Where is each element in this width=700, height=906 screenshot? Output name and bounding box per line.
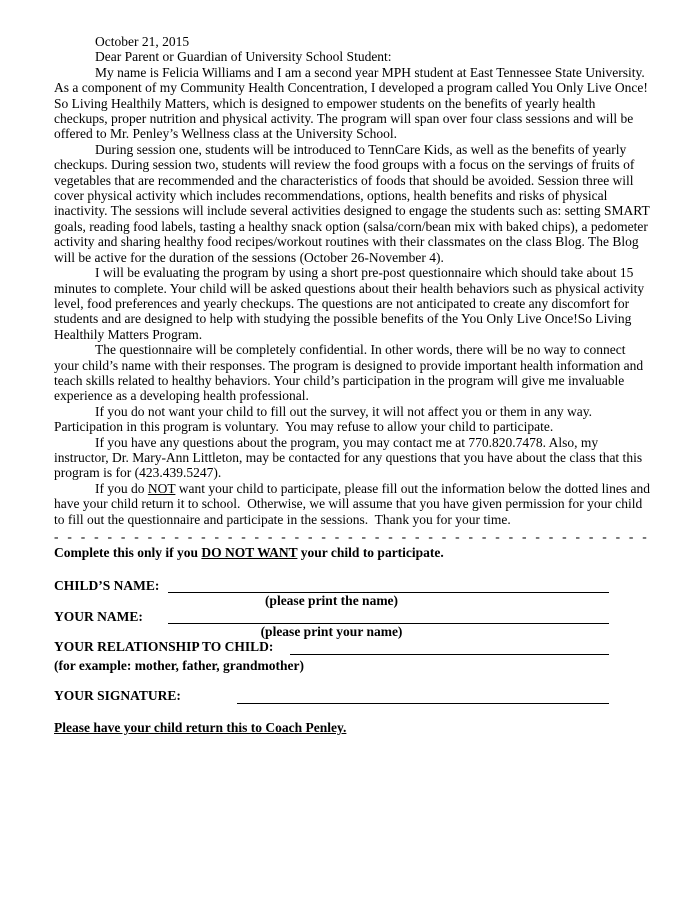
form-instruction [54,545,650,560]
opt-out-underlined-word: NOT [147,480,176,496]
letter-date: October 21, 2015 [95,34,190,49]
child-name-hint: (please print the name) [264,593,399,609]
your-name-hint: (please print your name) [260,624,403,640]
child-name-label: CHILD’S NAME: [54,577,160,593]
paragraph-contact: If you have any questions about the program, you may contact me at 770.820.7478. Also, my instructor, Dr. Mary-Ann Littleton, may be contacted for any questions that you have about the class that this program is for (423.439.5247). [54,434,646,481]
instruction-suffix: your child to participate. [297,545,444,561]
paragraph-confidentiality: The questionnaire will be completely confidential. In other words, there will be no way to connect your child’s name with their responses. The program is designed to provide important health information and teach skills related to healthy behaviors. Your child’s participation in the program will give me invaluable experience as a developing health professional. [54,342,647,404]
signature-field-row [54,688,650,703]
paragraph-sessions: During session one, students will be introduced to TennCare Kids, as well as the benefits of yearly checkups. During session two, students will review the food groups with a focus on the servings of fruits of vegetables that are recommended and the characteristics of foods that should be avoided. Session three will cover physical activity which includes recommendations, options, health benefits and risks of physical inactivity. The sessions will include several activities designed to engage the students such as: setting SMART goals, reading food labels, tasting a healthy snack option (salsa/corn/bean mix with baked chips), a pedometer activity and sharing healthy food recipes/workout routines with their classmates on the class Blog. The Blog will be active for the duration of the sessions (October 26-November 4). [54,141,653,265]
relationship-label: YOUR RELATIONSHIP TO CHILD: [54,639,274,655]
paragraph-intro: My name is Felicia Williams and I am a second year MPH student at East Tennessee State University. As a component of my Community Health Concentration, I developed a program called You Only Live Once! So Living Healthily Matters, which is designed to empower students on the benefits of yearly health checkups, proper nutrition and physical activity. The program will span over four class sessions and will be offered to Mr. Penley’s Wellness class at the University School. [54,64,652,142]
letter-body [54,34,654,527]
instruction-emphasis: DO NOT WANT [201,545,298,561]
child-name-blank-line [168,579,609,593]
signature-label: YOUR SIGNATURE: [54,688,181,704]
your-name-label: YOUR NAME: [54,608,143,624]
return-instruction: Please have your child return this to Coach Penley. [54,719,347,735]
your-name-field-row [54,609,650,624]
opt-out-prefix: If you do [95,480,148,496]
opt-out-suffix: want your child to participate, please fill out the information below the dotted lines and have your child return it to school. Otherwise, we will assume that you have given permission for your child to fill out the questionnaire and participate in the sessions. Thank you for your time. [54,480,654,527]
relationship-example: (for example: mother, father, grandmother) [54,657,304,673]
paragraph-evaluation: I will be evaluating the program by using a short pre-post questionnaire which should take about 15 minutes to complete. Your child will be asked questions about their health behaviors such as physical activity level, food preferences and yearly checkups. The questions are not anticipated to create any discomfort for students and are designed to help with studying the possible benefits of the You Only Live Once!So Living Healthily Matters Program. [54,265,648,342]
child-name-field-row [54,578,650,593]
opt-out-form [54,545,650,735]
relationship-field-row [54,639,650,654]
salutation: Dear Parent or Guardian of University School Student: [95,49,392,65]
signature-blank-line [237,690,609,704]
paragraph-opt-out [54,480,654,527]
your-name-blank-line [168,610,609,624]
paragraph-voluntary: If you do not want your child to fill out the survey, it will not affect you or them in any way. Participation in this program is voluntary. You may refuse to allow your child to participate. [54,403,596,435]
relationship-blank-line [290,641,609,655]
dashed-divider: - - - - - - - - - - - - - - - - - - - - - - - - - - - - - - - - - - - - - - - - - - - - - [54,529,648,544]
instruction-prefix: Complete this only if you [54,545,202,561]
